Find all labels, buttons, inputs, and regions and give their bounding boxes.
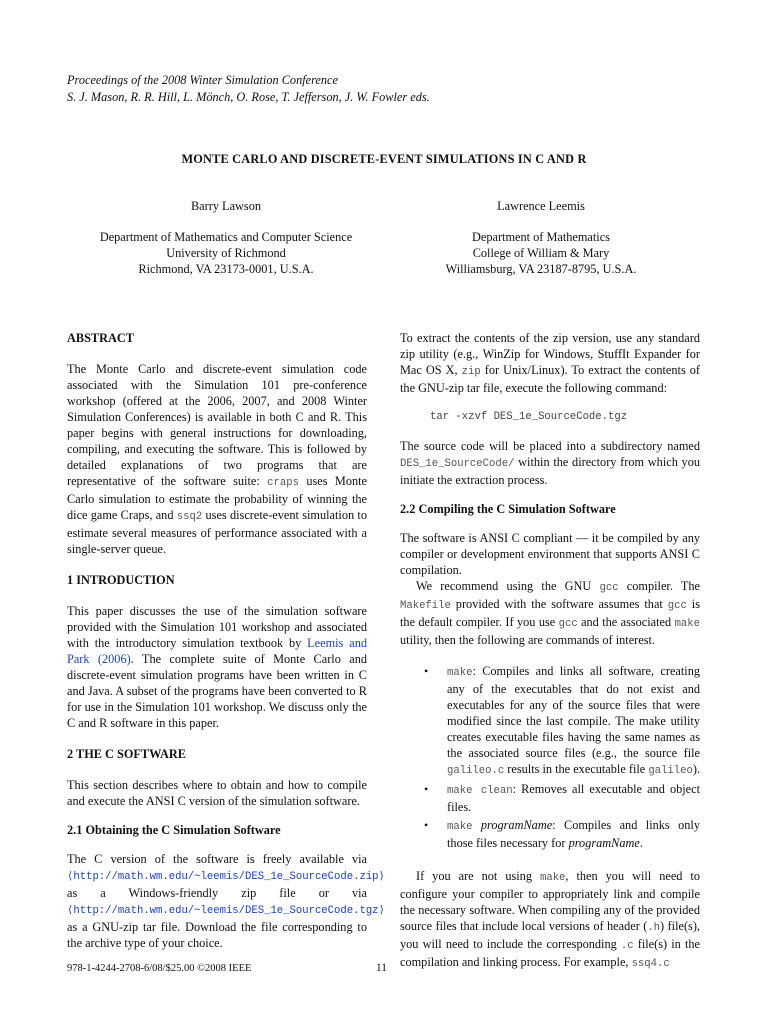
subdirectory-paragraph: The source code will be placed into a subdirectory named DES_1e_SourceCode/ within the directory from which you initiate the extraction process. — [400, 439, 701, 487]
author-dept: Department of Mathematics — [472, 230, 610, 244]
tar-command: tar -xzvf DES_1e_SourceCode.tgz — [430, 411, 628, 423]
code-dir: DES_1e_SourceCode/ — [400, 458, 515, 470]
intro-heading: 1 INTRODUCTION — [67, 573, 175, 587]
proceedings-header — [67, 72, 430, 106]
author-addr: Williamsburg, VA 23187-8795, U.S.A. — [445, 262, 637, 276]
obtaining-paragraph: The C version of the software is freely available via ⟨http://math.wm.edu/~leemis/DES_1e_SourceCode.zip⟩ as a Windows-friendly zip file or via ⟨http://math.wm.edu/~leemis/DES_1e_SourceCode.tgz⟩ as a GNU-zip tar file. Download the file corresponding to the archive type of your choice. — [67, 852, 385, 950]
url-link-tgz[interactable]: ⟨http://math.wm.edu/~leemis/DES_1e_SourceCode.tgz⟩ — [67, 905, 385, 917]
compiling-heading: 2.2 Compiling the C Simulation Software — [400, 502, 616, 516]
code-gcc: gcc — [599, 582, 619, 594]
author-dept: Department of Mathematics and Computer Science — [99, 230, 353, 244]
csoftware-paragraph: This section describes where to obtain and how to compile and execute the ANSI C version of the simulation software. — [67, 778, 367, 808]
author-name: Barry Lawson — [190, 199, 261, 213]
page-number: 11 — [376, 962, 387, 974]
author-inst: University of Richmond — [166, 246, 286, 260]
abstract-heading: ABSTRACT — [67, 331, 134, 345]
code-makefile: Makefile — [400, 600, 451, 612]
code-make: make — [674, 618, 700, 630]
abstract-paragraph: The Monte Carlo and discrete-event simulation code associated with the Simulation 101 pre-conference workshop (offered at the 2006, 2007, and 2008 Winter Simulation Conferences) is available in both C and R. This paper begins with general instructions for downloading, compiling, and executing the software. This is followed by detailed explanations of two programs that are representative of the software suite: craps uses Monte Carlo simulation to estimate the probability of winning the dice game Craps, and ssq2 uses discrete-event simulation to estimate several measures of performance associated with a single-server queue. — [67, 362, 367, 556]
left-column — [67, 330, 385, 951]
make-command-list — [400, 663, 700, 851]
intro-paragraph: This paper discusses the use of the simulation software provided with the Simulation 101 workshop and associated with the introductory simulation textbook by Leemis and Park (2006). The complete suite of Monte Carlo and discrete-event simulation programs have been written in C and Java. A subset of the programs have been converted to R for use in the Simulation 101 workshop. We discuss only the C and R software in this paper. — [67, 604, 367, 730]
gcc-paragraph: We recommend using the GNU gcc compiler. The Makefile provided with the software assumes that gcc is the default compiler. If you use gcc and the associated make utility, then the following are commands of interest. — [400, 579, 701, 647]
editors-line: S. J. Mason, R. R. Hill, L. Mönch, O. Rose, T. Jefferson, J. W. Fowler eds. — [67, 90, 430, 104]
author-block-1 — [76, 198, 376, 277]
proceedings-line: Proceedings of the 2008 Winter Simulation Conference — [67, 73, 338, 87]
paper-title: MONTE CARLO AND DISCRETE-EVENT SIMULATIONS IN C AND R — [181, 152, 587, 166]
code-gcc: gcc — [667, 600, 687, 612]
csoftware-heading: 2 THE C SOFTWARE — [67, 747, 187, 761]
code-gcc: gcc — [558, 618, 578, 630]
citation-link[interactable]: Leemis and Park (2006) — [67, 636, 367, 666]
ansi-paragraph: The software is ANSI C compliant — it be compiled by any compiler or development environment that supports ANSI C compilation. — [400, 531, 700, 577]
code-zip: zip — [461, 366, 481, 378]
code-ssq4: ssq4.c — [631, 958, 670, 970]
footer-isbn: 978-1-4244-2708-6/08/$25.00 ©2008 IEEE — [67, 963, 252, 974]
obtaining-heading: 2.1 Obtaining the C Simulation Software — [67, 823, 281, 837]
right-column — [400, 330, 700, 972]
list-item: • make clean: Removes all executable and object files. — [400, 781, 700, 815]
author-inst: College of William & Mary — [472, 246, 610, 260]
author-addr: Richmond, VA 23173-0001, U.S.A. — [138, 262, 314, 276]
url-link-zip[interactable]: ⟨http://math.wm.edu/~leemis/DES_1e_SourceCode.zip⟩ — [67, 871, 385, 883]
list-item: • make: Compiles and links all software, creating any of the executables that do not exist and executables for any of the source files that were modified since the last compile. The make utility creates executable files having the same names as the associated source files (e.g., the source file galileo.c results in the executable file galileo). — [400, 663, 700, 779]
code-craps: craps — [267, 477, 299, 489]
compile-paragraph: If you are not using make, then you will need to configure your compiler to appropriately link and compile the necessary software. When compiling any of the provided source files that include local versions of header (.h) file(s), you will need to include the corresponding .c file(s) in the compilation and linking process. For example, ssq4.c — [400, 869, 700, 970]
code-ssq2: ssq2 — [176, 511, 203, 523]
author-name: Lawrence Leemis — [497, 199, 585, 213]
author-block-2 — [391, 198, 691, 277]
extract-paragraph: To extract the contents of the zip version, use any standard zip utility (e.g., WinZip for Windows, StuffIt Expander for Mac OS X, zip for Unix/Linux). To extract the contents of the GNU-zip tar file, execute the following command: — [400, 331, 701, 395]
list-item: • make programName: Compiles and links only those files necessary for programName. — [400, 817, 700, 851]
